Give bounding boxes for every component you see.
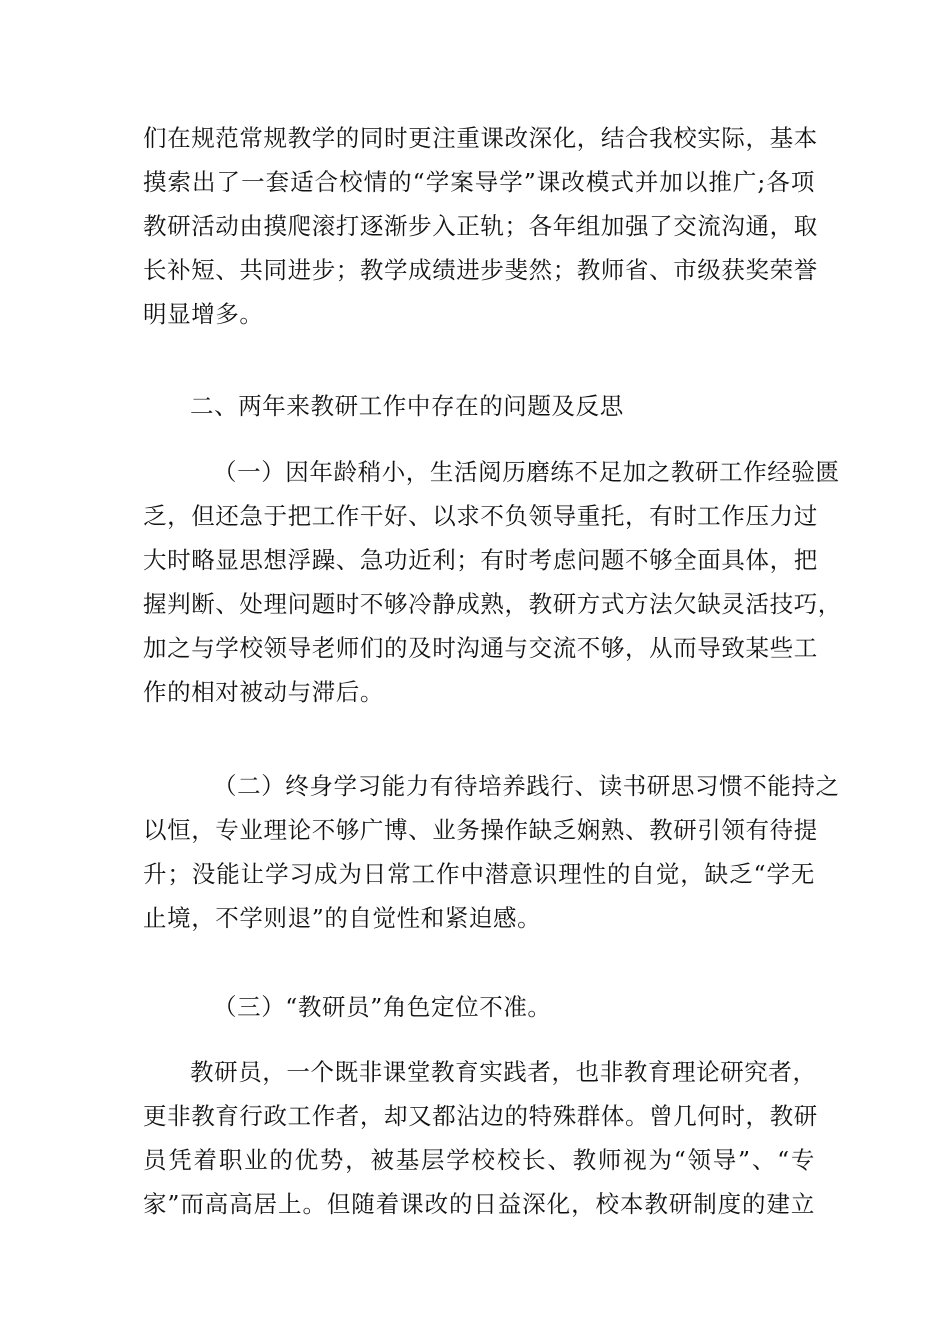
- text-line: （三）“教研员”角色定位不准。: [213, 993, 552, 1021]
- text-line: 家”而高高居上。但随着课改的日益深化，校本教研制度的建立: [143, 1190, 815, 1218]
- text-line: 摸索出了一套适合校情的“学案导学”课改模式并加以推广;各项: [143, 168, 815, 196]
- text-line: 作的相对被动与滞后。: [143, 678, 384, 706]
- paragraph-researcher: [143, 1050, 818, 1226]
- text-line: 加之与学校领导老师们的及时沟通与交流不够，从而导致某些工: [143, 634, 818, 662]
- text-line: 明显增多。: [143, 300, 264, 328]
- text-line: （一）因年龄稍小，生活阅历磨练不足加之教研工作经验匮: [213, 458, 840, 486]
- text-line: 教研活动由摸爬滚打逐渐步入正轨；各年组加强了交流沟通，取: [143, 212, 818, 240]
- text-line: 员凭着职业的优势，被基层学校校长、教师视为“领导”、“专: [143, 1146, 815, 1174]
- text-line: 更非教育行政工作者，却又都沾边的特殊群体。曾几何时，教研: [143, 1102, 818, 1130]
- text-line: 握判断、处理问题时不够冷静成熟，教研方式方法欠缺灵活技巧，: [143, 590, 842, 618]
- text-line: 大时略显思想浮躁、急功近利；有时考虑问题不够全面具体，把: [143, 546, 818, 574]
- section-heading: [143, 384, 815, 428]
- paragraph-subsection-1: [143, 450, 842, 714]
- text-line: 们在规范常规教学的同时更注重课改深化，结合我校实际，基本: [143, 124, 818, 152]
- paragraph-intro: [143, 116, 818, 336]
- text-line: 教研员，一个既非课堂教育实践者，也非教育理论研究者，: [190, 1058, 817, 1086]
- text-line: 二、两年来教研工作中存在的问题及反思: [190, 392, 624, 420]
- text-line: 长补短、共同进步；教学成绩进步斐然；教师省、市级获奖荣誉: [143, 256, 818, 284]
- text-line: 以恒，专业理论不够广博、业务操作缺乏娴熟、教研引领有待提: [143, 816, 818, 844]
- paragraph-subsection-2: [143, 764, 840, 940]
- text-line: 乏，但还急于把工作干好、以求不负领导重托，有时工作压力过: [143, 502, 818, 530]
- text-line: （二）终身学习能力有待培养践行、读书研思习惯不能持之: [213, 772, 840, 800]
- text-line: 升；没能让学习成为日常工作中潜意识理性的自觉，缺乏“学无: [143, 860, 815, 888]
- paragraph-subsection-3: [143, 985, 815, 1029]
- text-line: 止境，不学则退”的自觉性和紧迫感。: [143, 904, 542, 932]
